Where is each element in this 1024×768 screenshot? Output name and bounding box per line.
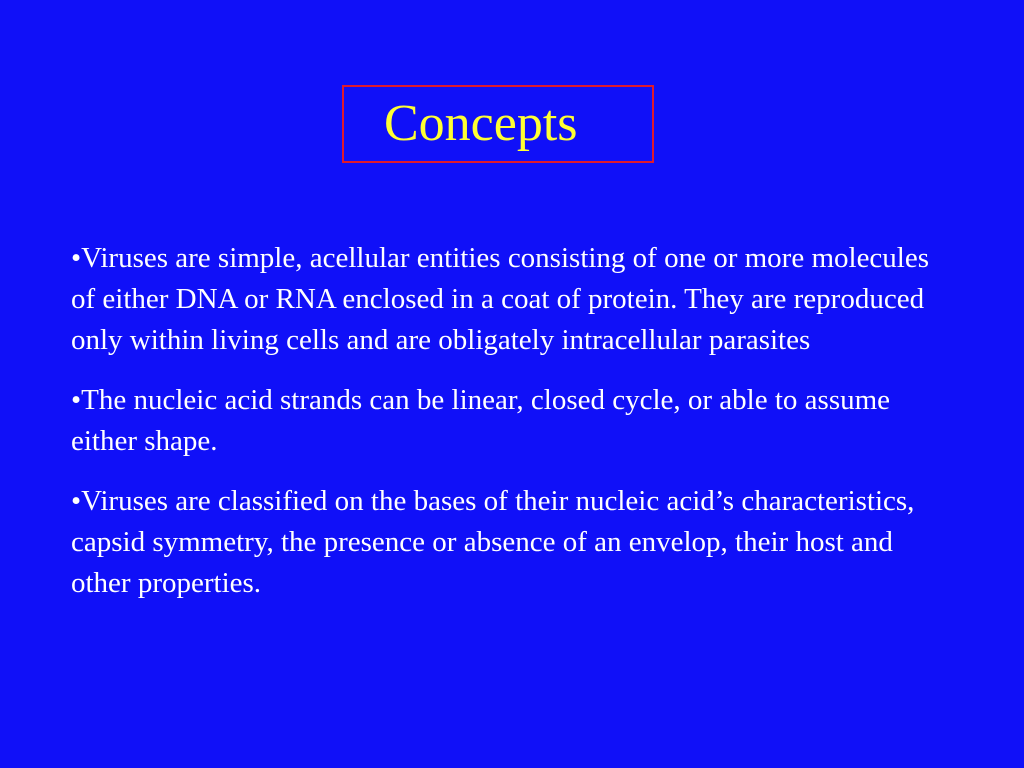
bullet-item-2: •The nucleic acid strands can be linear, closed cycle, or able to assume either shape. [71, 384, 891, 457]
slide-title: Concepts [384, 95, 578, 152]
title-box [342, 85, 654, 163]
bullet-item-3: •Viruses are classified on the bases of their nucleic acid’s characteristics, capsid symmetry, the presence or absence of an envelop, their host and other properties. [71, 485, 915, 599]
bullet-list [71, 238, 951, 623]
bullet-item-1: •Viruses are simple, acellular entities consisting of one or more molecules of either DNA or RNA enclosed in a coat of protein. They are reproduced only within living cells and are obligately intracellular parasites [71, 242, 930, 356]
